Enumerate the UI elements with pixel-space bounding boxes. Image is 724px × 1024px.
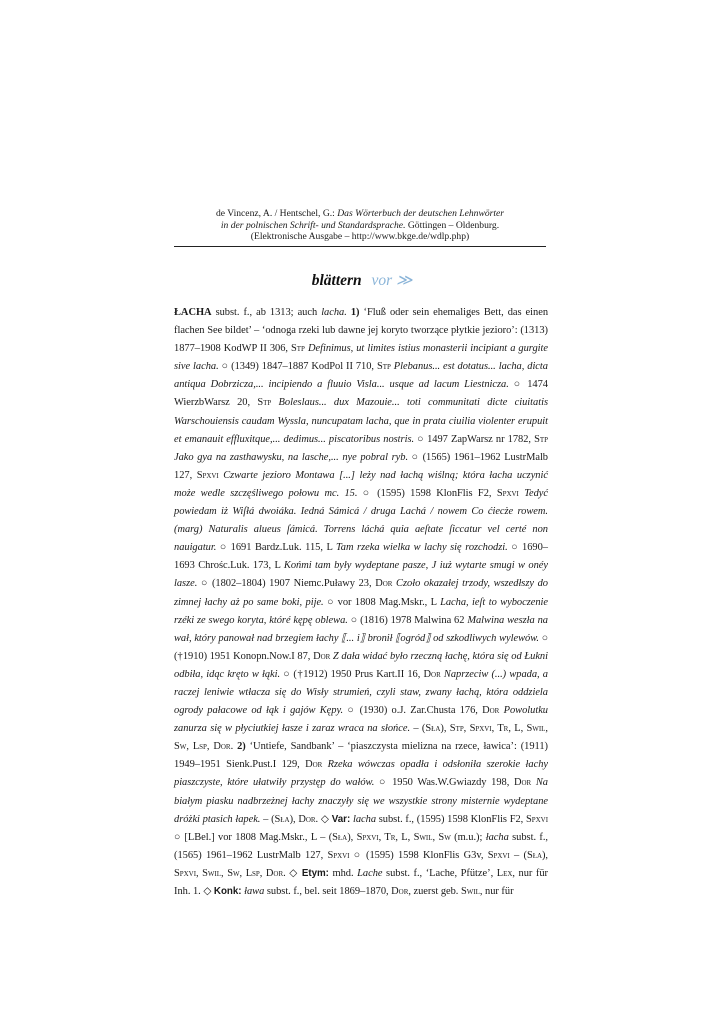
quotation: Malwina weszła na wał, który panował nad brzegiem łachy ⟦... i⟧ bronił ⟦ogród⟧ od szkodliwych wylewów. (174, 614, 548, 644)
sense-number: 2) (233, 741, 246, 753)
citation-line-1: de Vincenz, A. / Hentschel, G.: Das Wörterbuch der deutschen Lehnwörter (215, 208, 505, 219)
header-rule (174, 246, 546, 247)
quotation: Definimus, ut limites istius monasterii incipiant a gurgite sive lacha. (174, 343, 548, 373)
quotation: Końmi tam były wydeptane pasze, J iuż wytarte smugi w onéy lasze. (174, 560, 548, 590)
quotation: Czoło okazałej trzody, wszedłszy do zimnej łachy aż po same boki, pije. (174, 578, 548, 608)
sense-number: 1) (346, 307, 360, 318)
source-list: Stp, Spxvi, Tr, L, Swil, Sw, Lsp, Dor. (174, 723, 549, 753)
quotation: Powolutku zanurza się w płyciutkiej łasze i zaraz wraca na słońce. (174, 705, 548, 735)
section-label-etym: Etym: (301, 867, 329, 879)
headword: ŁACHA (174, 307, 212, 318)
section-label-konk: Konk: (213, 886, 242, 897)
next-link[interactable]: vor ≫ (371, 272, 413, 289)
quotation: Na białym piasku nadbrzeżnej łachy znaczyły się we wszystkie strony misternie wydeptane dróżki ptasich łapek. (174, 777, 548, 825)
quotation: Czwarte jezioro Montawa [...] leży nad łachą wiślną; która łacha uczynić może wedle szczęśliwego połowu mc. 15. (174, 469, 548, 499)
quotation: Lacha, ieſt to wyboczenie rzéki ze swego koryta, któré kępę oblewa. (174, 596, 549, 626)
quotation: Plebanus... est dotatus... lacha, dicta antiqua Dobrzicza,... incipiendo a fluuio Visla... usque ad lacum Liestnicza. (174, 361, 548, 391)
quotation: Jako gya na zasthawysku, na lasche,... nye pobral ryb. (174, 451, 409, 463)
citation-line-2: in der polnischen Schrift- und Standardsprache. Göttingen – Oldenburg. (220, 219, 500, 231)
citation-line-3: (Elektronische Ausgabe – http://www.bkge.de/wdlp.php) (250, 231, 470, 242)
section-label-var: Var: (331, 813, 351, 825)
quotation: Boleslaus... dux Mazouie... toti communitati dicte ciuitatis Warschouiensis caudam Wyssla, nuncupatam lacha, que in prata ciuilia violenter erupuit et emanauit effluxitque,... dedimus... piscatoribus nostris. (174, 397, 548, 445)
work-title: Das Wörterbuch der deutschen Lehnwörter (337, 208, 505, 219)
citation-header (174, 208, 546, 247)
quotation: Tam rzeka wielka w lachy się rozchodzi. (335, 542, 508, 554)
quotation: Z dała widać było rzeczną łachę, która się od Łukni odbiła, idąc kręto w łąki. (174, 650, 548, 680)
browse-title: blättern (311, 272, 362, 289)
quotation: Rzeka wówczas opadła i odsłoniła szerokie łachy piaszczyste, które ułatwiły przystęp do wałów. (174, 759, 548, 789)
quotation: Naprzeciw (...) wpada, a raczej leniwie wtłacza się do Wisły strumień, czyli staw, zwany łachą, która oddziela ogrody pałacowe od łąk i gajów Kępy. (174, 668, 548, 717)
dictionary-entry: ŁACHA subst. f., ab 1313; auch lacha. 1) ‘Fluß oder sein ehemaliges Bett, das einen flachen See bildet’ – ‘odnoga rzeki lub dawne jej koryto tworzące płytkie jezioro’: (1313) 1877–1908 KodWP II 306, Stp Definimus, ut limites istius monasterii incipiant a gurgite sive lacha. ○ (1349) 1847–1887 KodPol II 710, Stp Plebanus... est dotatus... lacha, dicta antiqua Dobrzicza,... incipiendo a fluuio Visla... usque ad lacum Liestnicza. ○ 1474 WierzbWarsz 20, Stp Boleslaus... dux Mazouie... toti communitati dicte ciuitatis Warschouiensis caudam Wyssla, nuncupatam lacha, que in prata ciuilia violenter erupuit et emanauit effluxitque,... dedimus... piscatoribus nostris. ○ 1497 ZapWarsz nr 1782, Stp Jako gya na zasthawysku, na lasche,... nye pobral ryb. ○ (1565) 1961–1962 LustrMalb 127, Spxvi Czwarte jezioro Montawa [...] leży nad łachą wiślną; która łacha uczynić może wedle szczęśliwego połowu mc. 15. ○ (1595) 1598 KlonFlis F2, Spxvi Tedyć powiedam iż Wiſłá dwoiáka. Iedná Sámicá / druga Lachá / nowem Co ćiecże rowem. (marg) Naturalis alueus ſámicá. Torrens láchá quia aeſtate ſiccatur vel certé non nauigatur. ○ 1691 Bardz.Luk. 115, L Tam rzeka wielka w lachy się rozchodzi. ○ 1690–1693 Chrośc.Luk. 173, L Końmi tam były wydeptane pasze, J iuż wytarte smugi w onéy lasze. ○ (1802–1804) 1907 Niemc.Puławy 23, Dor Czoło okazałej trzody, wszedłszy do zimnej łachy aż po same boki, pije. ○ vor 1808 Mag.Mskr., L Lacha, ieſt to wyboczenie rzéki ze swego koryta, któré kępę oblewa. ○ (1816) 1978 Malwina 62 Malwina weszła na wał, który panował nad brzegiem łachy ⟦... i⟧ bronił ⟦ogród⟧ od szkodliwych wylewów. ○ (†1910) 1951 Konopn.Now.I 87, Dor Z dała widać było rzeczną łachę, która się od Łukni odbiła, idąc kręto w łąki. ○ (†1912) 1950 Prus Kart.II 16, Dor Naprzeciw (...) wpada, a raczej leniwie wtłacza się do Wisły strumień, czyli staw, zwany łachą, która oddziela ogrody pałacowe od łąk i gajów Kępy. ○ (1930) o.J. Zar.Chusta 176, Dor Powolutku zanurza się w płyciutkiej łasze i zaraz wraca na słońce. – (Sła), Stp, Spxvi, Tr, L, Swil, Sw, Lsp, Dor. 2) ‘Untiefe, Sandbank’ – ‘piaszczysta mielizna na rzece, ławica’: (1911) 1949–1951 Sienk.Pust.I 129, Dor Rzeka wówczas opadła i odsłoniła szerokie łachy piaszczyste, które ułatwiły przystęp do wałów. ○ 1950 Was.W.Gwiazdy 198, Dor Na białym piasku nadbrzeżnej łachy znaczyły się we wszystkie strony misternie wydeptane dróżki ptasich łapek. – (Sła), Dor. ◇ Var: lacha subst. f., (1595) 1598 KlonFlis F2, Spxvi ○ [LBel.] vor 1808 Mag.Mskr., L – (Sła), Spxvi, Tr, L, Swil, Sw (m.u.); łacha subst. f., (1565) 1961–1962 LustrMalb 127, Spxvi ○ (1595) 1598 KlonFlis G3v, Spxvi – (Sła), Spxvi, Swil, Sw, Lsp, Dor. ◇ Etym: mhd. Lache subst. f., ‘Lache, Pfütze’, Lex, nur für Inh. 1. ◇ Konk: ława subst. f., bel. seit 1869–1870, Dor, zuerst geb. Swil, nur für (174, 307, 549, 897)
quotation: Tedyć powiedam iż Wiſłá dwoiáka. Iedná Sámicá / druga Lachá / nowem Co ćiecże rowem. (marg) Naturalis alueus ſámicá. Torrens láchá quia aeſtate ſiccatur vel certé non nauigatur. (174, 487, 548, 554)
browse-nav (0, 271, 724, 290)
